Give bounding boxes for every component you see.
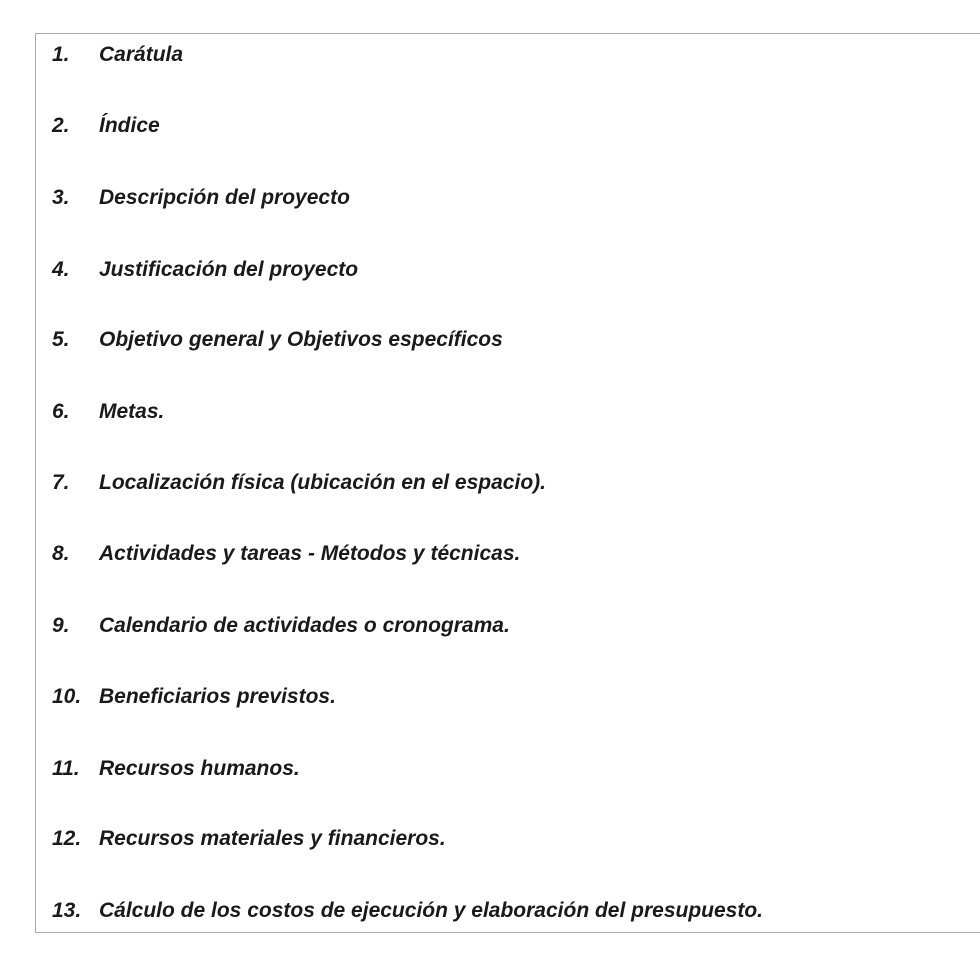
item-number: 11. — [52, 757, 80, 780]
item-text: Metas. — [99, 400, 165, 423]
item-number: 1. — [52, 43, 70, 66]
list-item — [52, 325, 503, 355]
list-item — [52, 754, 300, 784]
item-text: Beneficiarios previstos. — [99, 685, 336, 708]
item-text: Descripción del proyecto — [99, 186, 350, 209]
item-text: Recursos humanos. — [99, 757, 300, 780]
item-number: 7. — [52, 471, 70, 494]
numbered-list — [36, 34, 980, 932]
list-item — [52, 255, 358, 285]
list-item — [52, 40, 183, 70]
list-item — [52, 397, 164, 427]
item-number: 5. — [52, 328, 70, 351]
item-text: Objetivo general y Objetivos específicos — [99, 328, 503, 351]
list-item — [52, 896, 763, 926]
list-item — [52, 183, 350, 213]
list-item — [52, 539, 520, 569]
item-number: 3. — [52, 186, 70, 209]
list-item — [52, 111, 160, 141]
list-item — [52, 468, 546, 498]
item-number: 4. — [52, 258, 70, 281]
item-text: Carátula — [99, 43, 184, 66]
item-text: Actividades y tareas - Métodos y técnicas. — [99, 542, 521, 565]
content-box — [35, 33, 980, 933]
item-number: 9. — [52, 614, 70, 637]
item-text: Calendario de actividades o cronograma. — [99, 614, 510, 637]
list-item — [52, 682, 336, 712]
item-number: 6. — [52, 400, 70, 423]
item-text: Justificación del proyecto — [99, 258, 359, 281]
item-text: Índice — [99, 114, 160, 137]
item-number: 12. — [52, 827, 82, 850]
item-number: 13. — [52, 899, 82, 922]
item-number: 10. — [52, 685, 82, 708]
item-text: Cálculo de los costos de ejecución y elaboración del presupuesto. — [99, 899, 764, 922]
item-number: 2. — [52, 114, 70, 137]
list-item — [52, 824, 446, 854]
item-text: Recursos materiales y financieros. — [99, 827, 446, 850]
item-number: 8. — [52, 542, 70, 565]
item-text: Localización física (ubicación en el espacio). — [99, 471, 546, 494]
list-item — [52, 611, 510, 641]
